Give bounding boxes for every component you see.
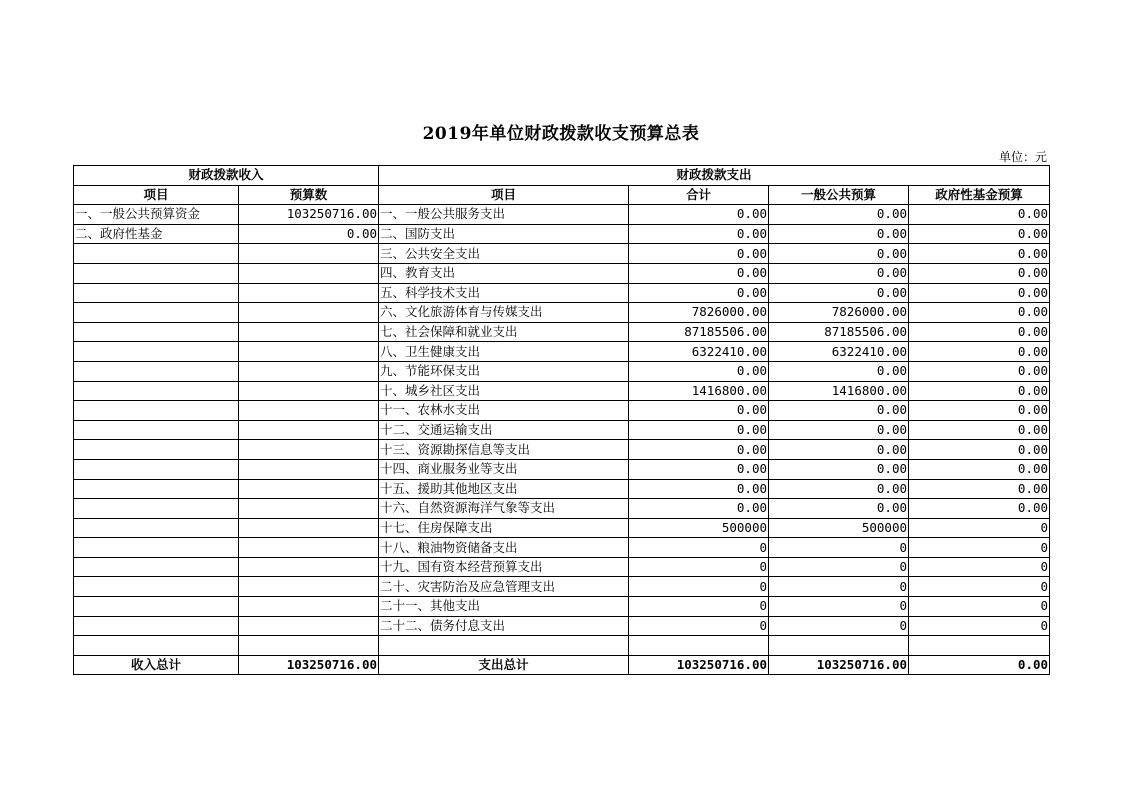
total-cell: 0 bbox=[629, 557, 769, 577]
income-item-cell bbox=[74, 342, 239, 362]
gov-fund-budget-cell: 0.00 bbox=[909, 459, 1050, 479]
income-amount-cell: 103250716.00 bbox=[239, 205, 379, 225]
income-item-cell bbox=[74, 577, 239, 597]
total-cell: 0 bbox=[629, 597, 769, 617]
general-budget-cell: 7826000.00 bbox=[769, 303, 909, 323]
expense-group-header: 财政拨款支出 bbox=[379, 166, 1050, 186]
table-row bbox=[74, 322, 1050, 342]
general-budget-cell bbox=[769, 636, 909, 656]
income-item-cell bbox=[74, 616, 239, 636]
total-cell: 0.00 bbox=[629, 263, 769, 283]
income-item-cell bbox=[74, 499, 239, 519]
total-cell bbox=[629, 636, 769, 656]
total-cell: 0 bbox=[629, 577, 769, 597]
general-budget-cell: 0.00 bbox=[769, 205, 909, 225]
general-budget-cell: 0.00 bbox=[769, 283, 909, 303]
expense-item-cell: 八、卫生健康支出 bbox=[379, 342, 629, 362]
income-amount-cell bbox=[239, 342, 379, 362]
total-cell: 6322410.00 bbox=[629, 342, 769, 362]
expense-item-cell: 一、一般公共服务支出 bbox=[379, 205, 629, 225]
gov-fund-budget-cell: 0 bbox=[909, 577, 1050, 597]
income-amount-cell bbox=[239, 479, 379, 499]
table-row bbox=[74, 518, 1050, 538]
gov-fund-budget-cell: 0.00 bbox=[909, 342, 1050, 362]
expense-item-cell: 十三、资源勘探信息等支出 bbox=[379, 440, 629, 460]
income-item-cell bbox=[74, 401, 239, 421]
general-budget-cell: 0.00 bbox=[769, 263, 909, 283]
income-item-cell bbox=[74, 361, 239, 381]
total-cell: 0.00 bbox=[629, 401, 769, 421]
total-cell: 0.00 bbox=[629, 459, 769, 479]
table-row bbox=[74, 557, 1050, 577]
gov-fund-budget-cell: 0.00 bbox=[909, 440, 1050, 460]
total-cell: 0.00 bbox=[629, 244, 769, 264]
income-item-cell bbox=[74, 303, 239, 323]
total-cell: 0.00 bbox=[629, 224, 769, 244]
expense-item-cell: 二十、灾害防治及应急管理支出 bbox=[379, 577, 629, 597]
expense-total-label: 支出总计 bbox=[379, 655, 629, 675]
general-budget-cell: 0.00 bbox=[769, 440, 909, 460]
income-amount-cell bbox=[239, 499, 379, 519]
general-budget-cell: 1416800.00 bbox=[769, 381, 909, 401]
expense-item-cell: 十九、国有资本经营预算支出 bbox=[379, 557, 629, 577]
expense-item-cell: 十八、粮油物资储备支出 bbox=[379, 538, 629, 558]
income-item-cell bbox=[74, 459, 239, 479]
income-amount-cell bbox=[239, 420, 379, 440]
expense-item-cell: 四、教育支出 bbox=[379, 263, 629, 283]
table-row bbox=[74, 224, 1050, 244]
table-row bbox=[74, 499, 1050, 519]
income-item-cell bbox=[74, 597, 239, 617]
income-amount-cell bbox=[239, 577, 379, 597]
expense-item-cell: 十二、交通运输支出 bbox=[379, 420, 629, 440]
table-row bbox=[74, 616, 1050, 636]
total-cell: 500000 bbox=[629, 518, 769, 538]
table-row bbox=[74, 597, 1050, 617]
general-budget-cell: 0.00 bbox=[769, 401, 909, 421]
total-cell: 0 bbox=[629, 538, 769, 558]
table-row bbox=[74, 459, 1050, 479]
total-cell: 0.00 bbox=[629, 440, 769, 460]
gov-fund-budget-cell: 0.00 bbox=[909, 420, 1050, 440]
gov-fund-budget-cell: 0 bbox=[909, 518, 1050, 538]
income-item-cell bbox=[74, 322, 239, 342]
income-amount-cell bbox=[239, 244, 379, 264]
income-amount-cell: 0.00 bbox=[239, 224, 379, 244]
income-item-cell bbox=[74, 440, 239, 460]
gov-fund-budget-cell: 0.00 bbox=[909, 303, 1050, 323]
income-amount-cell bbox=[239, 263, 379, 283]
table-row bbox=[74, 205, 1050, 225]
income-amount-cell bbox=[239, 322, 379, 342]
income-amount-cell bbox=[239, 283, 379, 303]
general-budget-cell: 0.00 bbox=[769, 459, 909, 479]
general-budget-cell: 500000 bbox=[769, 518, 909, 538]
expense-item-cell: 三、公共安全支出 bbox=[379, 244, 629, 264]
total-cell: 0.00 bbox=[629, 283, 769, 303]
general-budget-cell: 0 bbox=[769, 557, 909, 577]
income-amount-cell bbox=[239, 518, 379, 538]
total-cell: 1416800.00 bbox=[629, 381, 769, 401]
total-cell: 0.00 bbox=[629, 361, 769, 381]
income-amount-cell bbox=[239, 616, 379, 636]
gov-fund-budget-cell: 0.00 bbox=[909, 361, 1050, 381]
gov-fund-budget-cell: 0.00 bbox=[909, 205, 1050, 225]
income-budget-header: 预算数 bbox=[239, 185, 379, 205]
table-row bbox=[74, 342, 1050, 362]
total-cell: 0 bbox=[629, 616, 769, 636]
income-item-cell bbox=[74, 283, 239, 303]
total-cell: 0.00 bbox=[629, 420, 769, 440]
expense-item-cell: 九、节能环保支出 bbox=[379, 361, 629, 381]
table-row bbox=[74, 244, 1050, 264]
gov-fund-budget-cell: 0.00 bbox=[909, 401, 1050, 421]
general-budget-cell: 0.00 bbox=[769, 224, 909, 244]
general-budget-cell: 0.00 bbox=[769, 479, 909, 499]
total-cell: 87185506.00 bbox=[629, 322, 769, 342]
table-row bbox=[74, 538, 1050, 558]
income-item-cell bbox=[74, 244, 239, 264]
gov-fund-budget-cell: 0 bbox=[909, 538, 1050, 558]
gov-fund-budget-cell: 0.00 bbox=[909, 263, 1050, 283]
income-item-cell bbox=[74, 263, 239, 283]
gov-fund-budget-header: 政府性基金预算 bbox=[909, 185, 1050, 205]
total-cell: 0.00 bbox=[629, 499, 769, 519]
gov-fund-budget-cell: 0.00 bbox=[909, 322, 1050, 342]
gov-fund-budget-cell: 0.00 bbox=[909, 244, 1050, 264]
income-amount-cell bbox=[239, 440, 379, 460]
table-row bbox=[74, 479, 1050, 499]
expense-item-cell: 五、科学技术支出 bbox=[379, 283, 629, 303]
income-item-cell bbox=[74, 538, 239, 558]
gov-fund-budget-total: 0.00 bbox=[909, 655, 1050, 675]
gov-fund-budget-cell: 0.00 bbox=[909, 283, 1050, 303]
income-amount-cell bbox=[239, 636, 379, 656]
income-item-cell: 二、政府性基金 bbox=[74, 224, 239, 244]
table-row bbox=[74, 381, 1050, 401]
income-amount-cell bbox=[239, 303, 379, 323]
income-item-cell bbox=[74, 381, 239, 401]
general-budget-cell: 6322410.00 bbox=[769, 342, 909, 362]
expense-item-cell: 七、社会保障和就业支出 bbox=[379, 322, 629, 342]
general-budget-cell: 0.00 bbox=[769, 420, 909, 440]
total-cell: 7826000.00 bbox=[629, 303, 769, 323]
total-cell: 0.00 bbox=[629, 479, 769, 499]
income-item-cell bbox=[74, 518, 239, 538]
income-item-cell bbox=[74, 636, 239, 656]
expense-total-amount: 103250716.00 bbox=[629, 655, 769, 675]
totals-row bbox=[74, 655, 1050, 675]
income-item-cell bbox=[74, 420, 239, 440]
expense-item-cell: 十四、商业服务业等支出 bbox=[379, 459, 629, 479]
income-amount-cell bbox=[239, 361, 379, 381]
income-amount-cell bbox=[239, 381, 379, 401]
general-budget-cell: 87185506.00 bbox=[769, 322, 909, 342]
table-row bbox=[74, 283, 1050, 303]
income-amount-cell bbox=[239, 597, 379, 617]
expense-item-cell: 十一、农林水支出 bbox=[379, 401, 629, 421]
gov-fund-budget-cell: 0 bbox=[909, 557, 1050, 577]
general-budget-cell: 0.00 bbox=[769, 361, 909, 381]
general-budget-cell: 0.00 bbox=[769, 499, 909, 519]
expense-item-header: 项目 bbox=[379, 185, 629, 205]
income-amount-cell bbox=[239, 538, 379, 558]
expense-item-cell: 十六、自然资源海洋气象等支出 bbox=[379, 499, 629, 519]
unit-label: 单位：元 bbox=[998, 150, 1047, 164]
total-cell: 0.00 bbox=[629, 205, 769, 225]
expense-item-cell: 十、城乡社区支出 bbox=[379, 381, 629, 401]
table-row bbox=[74, 440, 1050, 460]
income-amount-cell bbox=[239, 557, 379, 577]
income-item-cell: 一、一般公共预算资金 bbox=[74, 205, 239, 225]
expense-item-cell: 十七、住房保障支出 bbox=[379, 518, 629, 538]
table-row bbox=[74, 361, 1050, 381]
income-amount-cell bbox=[239, 459, 379, 479]
gov-fund-budget-cell bbox=[909, 636, 1050, 656]
income-item-cell bbox=[74, 557, 239, 577]
table-row bbox=[74, 636, 1050, 656]
general-budget-cell: 0.00 bbox=[769, 244, 909, 264]
general-budget-cell: 0 bbox=[769, 577, 909, 597]
group-header-row bbox=[74, 166, 1050, 186]
gov-fund-budget-cell: 0.00 bbox=[909, 499, 1050, 519]
expense-item-cell: 二十一、其他支出 bbox=[379, 597, 629, 617]
income-total-label: 收入总计 bbox=[74, 655, 239, 675]
total-header: 合计 bbox=[629, 185, 769, 205]
general-budget-header: 一般公共预算 bbox=[769, 185, 909, 205]
income-group-header: 财政拨款收入 bbox=[74, 166, 379, 186]
gov-fund-budget-cell: 0.00 bbox=[909, 224, 1050, 244]
expense-item-cell: 二十二、债务付息支出 bbox=[379, 616, 629, 636]
general-budget-cell: 0 bbox=[769, 597, 909, 617]
gov-fund-budget-cell: 0 bbox=[909, 616, 1050, 636]
table-row bbox=[74, 303, 1050, 323]
table-row bbox=[74, 401, 1050, 421]
income-amount-cell bbox=[239, 401, 379, 421]
general-budget-cell: 0 bbox=[769, 538, 909, 558]
income-item-cell bbox=[74, 479, 239, 499]
gov-fund-budget-cell: 0.00 bbox=[909, 479, 1050, 499]
gov-fund-budget-cell: 0.00 bbox=[909, 381, 1050, 401]
income-total-amount: 103250716.00 bbox=[239, 655, 379, 675]
gov-fund-budget-cell: 0 bbox=[909, 597, 1050, 617]
expense-item-cell: 六、文化旅游体育与传媒支出 bbox=[379, 303, 629, 323]
table-row bbox=[74, 577, 1050, 597]
table-row bbox=[74, 263, 1050, 283]
general-budget-cell: 0 bbox=[769, 616, 909, 636]
table-row bbox=[74, 420, 1050, 440]
column-header-row bbox=[74, 185, 1050, 205]
general-budget-total: 103250716.00 bbox=[769, 655, 909, 675]
expense-item-cell: 二、国防支出 bbox=[379, 224, 629, 244]
expense-item-cell: 十五、援助其他地区支出 bbox=[379, 479, 629, 499]
income-item-header: 项目 bbox=[74, 185, 239, 205]
page-title: 2019年单位财政拨款收支预算总表 bbox=[422, 124, 700, 144]
budget-table bbox=[73, 165, 1050, 675]
expense-item-cell bbox=[379, 636, 629, 656]
